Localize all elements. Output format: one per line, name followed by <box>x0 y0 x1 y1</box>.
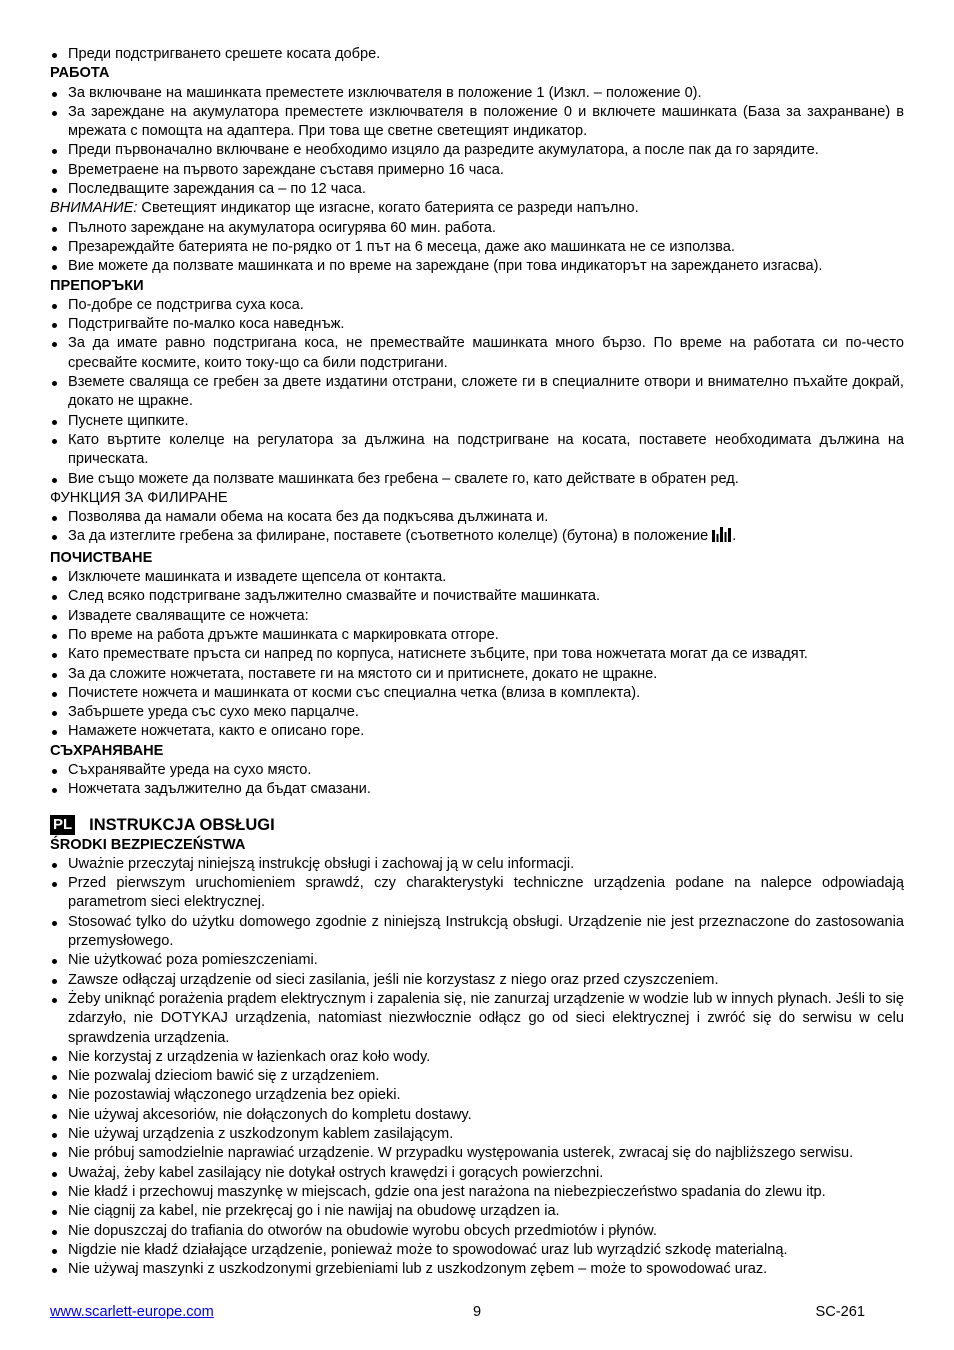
list-item: Вземете сваляща се гребен за двете издатини отстрани, сложете ги в специалните отвори и внимателно пъхайте докрай, докато не щракне. <box>50 373 904 412</box>
list-item: Времетраене на първото зареждане съставя примерно 16 часа. <box>50 161 904 180</box>
list-item: Nie ciągnij za kabel, nie przekręcaj go i nie nawijaj na obudowę urządzen ia. <box>50 1202 904 1221</box>
list-item: Nie używaj urządzenia z uszkodzonym kablem zasilającym. <box>50 1125 904 1144</box>
note-label: ВНИМАНИЕ: <box>50 200 138 217</box>
list-item: Ножчетата задължително да бъдат смазани. <box>50 780 904 799</box>
work-note <box>50 199 904 218</box>
intro-bullet: Преди подстригването срешете косата добре. <box>50 45 904 64</box>
list-item: Nie używaj akcesoriów, nie dołączonych do kompletu dostawy. <box>50 1106 904 1125</box>
list-item: Почистете ножчета и машинката от косми със специална четка (влиза в комплекта). <box>50 684 904 703</box>
list-item: Uważaj, żeby kabel zasilający nie dotykał ostrych krawędzi i gorących powierzchni. <box>50 1164 904 1183</box>
list-item: Nie próbuj samodzielnie naprawiać urządzenie. W przypadku występowania usterek, zwracaj się do najbliższego serwisu. <box>50 1144 904 1163</box>
list-item: След всяко подстригване задължително смазвайте и почиствайте машинката. <box>50 587 904 606</box>
list-item: Пуснете щипките. <box>50 412 904 431</box>
list-item: Последващите зареждания са – по 12 часа. <box>50 180 904 199</box>
list-item: Żeby uniknąć porażenia prądem elektrycznym i zapalenia się, nie zanurzaj urządzenie w wodzie lub w innych płynach. Jeśli to się zdarzyło, nie DOTYKAJ urządzenia, natomiast niezwłocznie odłącz go od sieci elektrycznej i zwróć się do serwisu w celu sprawdzenia urządzenia. <box>50 990 904 1048</box>
storage-heading: СЪХРАНЯВАНЕ <box>50 742 164 759</box>
list-item: Stosować tylko do użytku domowego zgodnie z niniejszą Instrukcją obsługi. Urządzenie nie jest przeznaczone do zastosowania przemysłowego. <box>50 913 904 952</box>
pl-safety-heading: ŚRODKI BEZPIECZEŃSTWA <box>50 836 246 853</box>
list-item: Nie dopuszczaj do trafiania do otworów na obudowie wyrobu obcych przedmiotów i płynów. <box>50 1222 904 1241</box>
list-item: Намажете ножчетата, както е описано горе. <box>50 722 904 741</box>
website-link[interactable]: www.scarlett-europe.com <box>50 1304 214 1320</box>
pl-section-title <box>50 814 904 836</box>
work-list-b <box>50 219 904 277</box>
tips-list <box>50 296 904 489</box>
list-item: Изключете машинката и извадете щепсела от контакта. <box>50 568 904 587</box>
pl-title: INSTRUKCJA OBSŁUGI <box>89 815 275 834</box>
thinning-comb-icon <box>712 527 732 548</box>
list-item: Вие можете да ползвате машинката и по време на зареждане (при това индикаторът на зареждането изгасва). <box>50 257 904 276</box>
list-item: Вие също можете да ползвате машинката без гребена – свалете го, като действате в обратен ред. <box>50 470 904 489</box>
list-item: За включване на машинката преместете изключвателя в положение 1 (Изкл. – положение 0). <box>50 84 904 103</box>
list-item: Забършете уреда със сухо меко парцалче. <box>50 703 904 722</box>
list-item: По-добре се подстригва суха коса. <box>50 296 904 315</box>
thinning-item-2: За да изтеглите гребена за филиране, поставете (съответното колелце) (бутона) в положение . <box>50 527 904 548</box>
pl-safety-list <box>50 855 904 1280</box>
list-item: Извадете сваляващите се ножчета: <box>50 607 904 626</box>
list-item: Uważnie przeczytaj niniejszą instrukcję obsługi i zachowaj ją w celu informacji. <box>50 855 904 874</box>
list-item: Przed pierwszym uruchomieniem sprawdź, czy charakterystyki techniczne urządzenia podane na nalepce odpowiadają parametrom sieci elektrycznej. <box>50 874 904 913</box>
list-item: За зареждане на акумулатора преместете изключвателя в положение 0 и включете машинката (База за захранване) в мрежата с помощта на адаптера. При това ще светне светещият индикатор. <box>50 103 904 142</box>
cleaning-heading: ПОЧИСТВАНЕ <box>50 549 153 566</box>
list-item: Като премествате пръста си напред по корпуса, натиснете зъбците, при това ножчетата могат да се извадят. <box>50 645 904 664</box>
tips-heading: ПРЕПОРЪКИ <box>50 277 144 294</box>
list-item: Nie użytkować poza pomieszczeniami. <box>50 951 904 970</box>
list-item: Съхранявайте уреда на сухо място. <box>50 761 904 780</box>
list-item: Zawsze odłączaj urządzenie od sieci zasilania, jeśli nie korzystasz z niego oraz przed czyszczeniem. <box>50 971 904 990</box>
work-list-a <box>50 84 904 200</box>
list-item: Пълното зареждане на акумулатора осигурява 60 мин. работа. <box>50 219 904 238</box>
cleaning-list <box>50 568 904 742</box>
list-item: Подстригвайте по-малко коса наведнъж. <box>50 315 904 334</box>
list-item: Nie pozostawiaj włączonego urządzenia bez opieki. <box>50 1086 904 1105</box>
thinning-item-1: Позволява да намали обема на косата без да подкъсява дължината и. <box>50 508 904 527</box>
list-item: Като въртите колелце на регулатора за дължина на подстригване на косата, поставете необходимата дължина на прическата. <box>50 431 904 470</box>
list-item: Nie kładź i przechowuj maszynkę w miejscach, gdzie ona jest narażona na niebezpieczeństwo spadania do zlewu itp. <box>50 1183 904 1202</box>
page-number: 9 <box>473 1304 482 1320</box>
thinning-heading: ФУНКЦИЯ ЗА ФИЛИРАНЕ <box>50 489 228 506</box>
list-item: Nie używaj maszynki z uszkodzonymi grzebieniami lub z uszkodzonym zębem – może to spowodować uraz. <box>50 1260 904 1279</box>
list-item: За да сложите ножчетата, поставете ги на мястото си и притиснете, докато не щракне. <box>50 665 904 684</box>
work-heading: РАБОТА <box>50 65 110 82</box>
note-text: Светещият индикатор ще изгасне, когато батерията се разреди напълно. <box>137 200 639 217</box>
storage-list <box>50 761 904 800</box>
list-item: За да имате равно подстригана коса, не премествайте машинката много бързо. По време на работата си по-често сресвайте космите, които току-що са били подстригани. <box>50 334 904 373</box>
model-number: SC-261 <box>815 1304 865 1320</box>
list-item: Преди първоначално включване е необходимо изцяло да разредите акумулатора, а после пак да го зарядите. <box>50 141 904 160</box>
pl-language-badge: PL <box>50 815 75 835</box>
list-item: По време на работа дръжте машинката с маркировката отгоре. <box>50 626 904 645</box>
list-item: Nie pozwalaj dzieciom bawić się z urządzeniem. <box>50 1067 904 1086</box>
list-item: Nie korzystaj z urządzenia w łazienkach oraz koło wody. <box>50 1048 904 1067</box>
list-item: Nigdzie nie kładź działające urządzenie, ponieważ może to spowodować uraz lub wyrządzić szkodę materialną. <box>50 1241 904 1260</box>
list-item: Презареждайте батерията не по-рядко от 1 път на 6 месеца, даже ако машинката не се използва. <box>50 238 904 257</box>
page-content <box>50 45 904 1279</box>
